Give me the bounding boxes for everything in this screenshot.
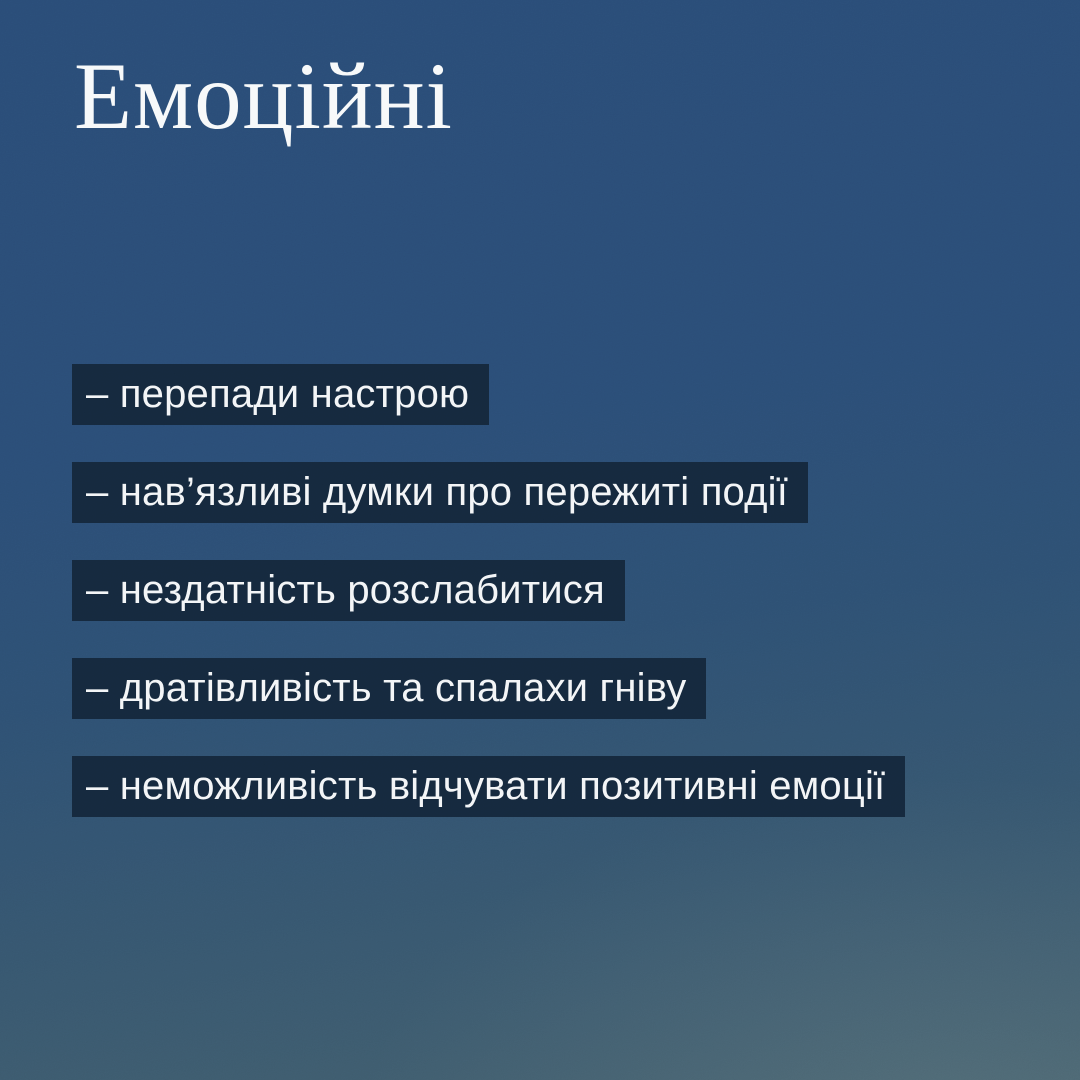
page-title: Емоційні <box>74 43 453 149</box>
list-item-text: – нездатність розслабитися <box>72 560 625 621</box>
list-item-text: – нав’язливі думки про пережиті події <box>72 462 808 523</box>
list-item <box>72 364 905 425</box>
list-item-text: – неможливість відчувати позитивні емоції <box>72 756 905 817</box>
list-item-text: – перепади настрою <box>72 364 489 425</box>
list-item <box>72 658 905 719</box>
list-item <box>72 756 905 817</box>
list-item <box>72 560 905 621</box>
list-item-text: – дратівливість та спалахи гніву <box>72 658 706 719</box>
list-item <box>72 462 905 523</box>
symptom-list <box>72 364 905 854</box>
